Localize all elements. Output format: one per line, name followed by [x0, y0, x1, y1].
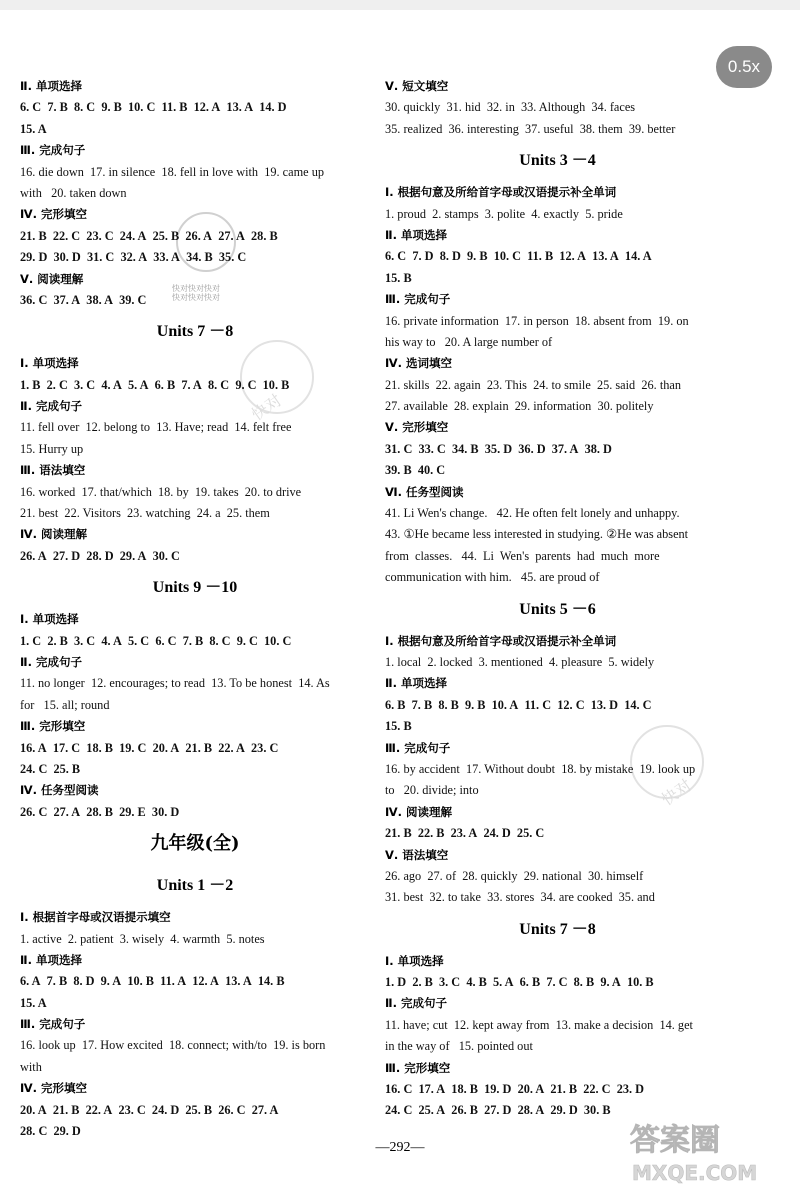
answer-line: 16. die down 17. in silence 18. fell in love with 19. came up [20, 164, 324, 179]
answer-line: 31. C 33. C 34. B 35. D 36. D 37. A 38. D [385, 441, 612, 456]
answer-line: 35. realized 36. interesting 37. useful 38. them 39. better [385, 121, 676, 136]
answer-line: 43. ①He became less interested in studying. ②He was absent [385, 527, 689, 542]
answer-line: 16. look up 17. How excited 18. connect; with/to 19. is born [20, 1038, 326, 1053]
zoom-indicator[interactable]: 0.5x [716, 46, 772, 88]
answer-line: 20. A 21. B 22. A 23. C 24. D 25. B 26. C 27. A [20, 1102, 279, 1117]
answer-line: 21. skills 22. again 23. This 24. to smile 25. said 26. than [385, 377, 681, 392]
answer-line: his way to 20. A large number of [385, 334, 553, 349]
answer-line: 1. C 2. B 3. C 4. A 5. C 6. C 7. B 8. C 9. C 10. C [20, 633, 292, 648]
right-column [385, 76, 730, 1122]
unit-title: Units 1 －2 [156, 877, 234, 895]
answer-line: 1. proud 2. stamps 3. polite 4. exactly 5. pride [385, 206, 623, 221]
section-heading: Ⅱ. 完成句子 [20, 654, 82, 669]
section-heading: Ⅰ. 单项选择 [20, 612, 79, 627]
answer-line: 28. C 29. D [20, 1124, 81, 1139]
section-heading: Ⅲ. 完形填空 [20, 719, 86, 734]
answer-line: 15. A [20, 121, 47, 136]
section-heading: Ⅰ. 单项选择 [20, 356, 79, 371]
answer-line: 15. A [20, 995, 47, 1010]
section-heading: Ⅱ. 完成句子 [20, 399, 82, 414]
logo-url: MXQE.COM [632, 1161, 758, 1185]
answer-line: 1. local 2. locked 3. mentioned 4. pleasure 5. widely [385, 654, 655, 669]
answer-line: 16. private information 17. in person 18. absent from 19. on [385, 313, 689, 328]
top-bar [0, 0, 800, 10]
kuaidui-watermark-text-2: 快对 [658, 775, 696, 810]
answer-line: 26. A 27. D 28. D 29. A 30. C [20, 548, 180, 563]
section-heading: Ⅳ. 任务型阅读 [20, 783, 99, 798]
answer-line: 6. B 7. B 8. B 9. B 10. A 11. C 12. C 13. D 14. C [385, 697, 652, 712]
answer-line: 1. D 2. B 3. C 4. B 5. A 6. B 7. C 8. B 9. A 10. B [385, 975, 654, 990]
page-number: —292— [375, 1140, 425, 1155]
left-column [20, 76, 370, 1142]
answer-line: 27. available 28. explain 29. information 30. politely [385, 399, 654, 414]
unit-title: Units 5 －6 [519, 600, 596, 618]
section-heading: Ⅰ. 根据句意及所给首字母或汉语提示补全单词 [385, 633, 617, 648]
unit-title: Units 7 －8 [519, 920, 596, 938]
section-heading: Ⅴ. 阅读理解 [20, 271, 84, 286]
answer-line: 11. have; cut 12. kept away from 13. make a decision 14. get [385, 1017, 693, 1032]
answer-line: 1. active 2. patient 3. wisely 4. warmth 5. notes [20, 931, 265, 946]
section-heading: Ⅱ. 单项选择 [385, 227, 447, 242]
section-heading: Ⅱ. 单项选择 [385, 676, 447, 691]
grade-title: 九年级(全) [150, 833, 240, 855]
section-heading: Ⅲ. 完成句子 [385, 292, 451, 307]
answer-line: 11. fell over 12. belong to 13. Have; read 14. felt free [20, 420, 292, 435]
answer-line: in the way of 15. pointed out [385, 1039, 533, 1054]
section-heading: Ⅱ. 单项选择 [20, 952, 82, 967]
section-heading: Ⅱ. 单项选择 [20, 79, 82, 93]
answer-line: 24. C 25. B [20, 761, 81, 776]
section-heading: Ⅳ. 选词填空 [385, 356, 453, 371]
answer-line: 29. D 30. D 31. C 32. A 33. A 34. B 35. C [20, 250, 247, 265]
section-heading: Ⅰ. 单项选择 [385, 953, 444, 968]
section-heading: Ⅴ. 短文填空 [385, 79, 449, 93]
section-heading: Ⅱ. 完成句子 [385, 996, 447, 1011]
answer-line: 16. C 17. A 18. B 19. D 20. A 21. B 22. C 23. D [385, 1082, 645, 1097]
answer-line: 6. A 7. B 8. D 9. A 10. B 11. A 12. A 13. A 14. B [20, 974, 285, 989]
answer-line: 15. Hurry up [20, 441, 84, 456]
answer-line: 24. C 25. A 26. B 27. D 28. A 29. D 30. B [385, 1103, 611, 1118]
answer-line: 26. C 27. A 28. B 29. E 30. D [20, 804, 180, 819]
answer-line: 11. no longer 12. encourages; to read 13. To be honest 14. As [20, 676, 330, 691]
unit-title: Units 7 －8 [156, 323, 234, 341]
section-heading: Ⅳ. 完形填空 [20, 1081, 88, 1096]
section-heading: Ⅳ. 完形填空 [20, 207, 88, 222]
answer-line: 30. quickly 31. hid 32. in 33. Although 34. faces [385, 100, 636, 115]
section-heading: Ⅰ. 根据句意及所给首字母或汉语提示补全单词 [385, 185, 617, 200]
section-heading: Ⅴ. 语法填空 [385, 847, 449, 862]
answer-line: 31. best 32. to take 33. stores 34. are cooked 35. and [385, 890, 655, 905]
section-heading: Ⅲ. 完成句子 [20, 1017, 86, 1032]
answer-line: with 20. taken down [20, 185, 127, 200]
section-heading: Ⅰ. 根据首字母或汉语提示填空 [20, 910, 171, 925]
stamp-watermark-text: 快对快对快对 快对快对快对 [172, 284, 220, 302]
section-heading: Ⅲ. 语法填空 [20, 463, 86, 478]
section-heading: Ⅴ. 完形填空 [385, 420, 449, 435]
answer-line: to 20. divide; into [385, 783, 479, 798]
unit-title: Units 9 －10 [152, 579, 238, 597]
answer-line: 16. by accident 17. Without doubt 18. by mistake 19. look up [385, 761, 696, 776]
answer-line: 21. B 22. C 23. C 24. A 25. B 26. A 27. A 28. B [20, 228, 278, 243]
section-heading: Ⅲ. 完成句子 [385, 740, 451, 755]
section-heading: Ⅳ. 阅读理解 [20, 527, 88, 542]
answer-line: 21. best 22. Visitors 23. watching 24. a 25. them [20, 506, 270, 521]
answer-line: 15. B [385, 719, 412, 734]
section-heading: Ⅲ. 完形填空 [385, 1060, 451, 1075]
answer-line: 16. A 17. C 18. B 19. C 20. A 21. B 22. A 23. C [20, 740, 279, 755]
answer-line: 39. B 40. C [385, 463, 446, 478]
answer-line: 41. Li Wen's change. 42. He often felt lonely and unhappy. [385, 506, 680, 521]
answer-line: 21. B 22. B 23. A 24. D 25. C [385, 826, 545, 841]
kuaidui-watermark-text: 快对 [248, 390, 286, 425]
answer-line: with [20, 1059, 42, 1074]
answer-line: 16. worked 17. that/which 18. by 19. takes 20. to drive [20, 484, 302, 499]
section-heading: Ⅲ. 完成句子 [20, 143, 86, 158]
unit-title: Units 3 －4 [519, 152, 596, 170]
answer-line: communication with him. 45. are proud of [385, 570, 600, 585]
section-heading: Ⅳ. 阅读理解 [385, 804, 453, 819]
answer-line: 6. C 7. B 8. C 9. B 10. C 11. B 12. A 13. A 14. D [20, 100, 287, 115]
section-heading: Ⅵ. 任务型阅读 [385, 484, 464, 499]
logo-text: 答案圈 [630, 1123, 720, 1158]
answer-line: from classes. 44. Li Wen's parents had much more [385, 548, 660, 563]
answer-line: 1. B 2. C 3. C 4. A 5. A 6. B 7. A 8. C 9. C 10. B [20, 377, 290, 392]
answer-line: 26. ago 27. of 28. quickly 29. national 30. himself [385, 868, 644, 883]
answer-line: 15. B [385, 270, 412, 285]
mxqe-logo-icon [610, 1108, 790, 1188]
answer-line: for 15. all; round [20, 697, 110, 712]
answer-line: 36. C 37. A 38. A 39. C [20, 292, 147, 307]
answer-line: 6. C 7. D 8. D 9. B 10. C 11. B 12. A 13. A 14. A [385, 249, 652, 264]
